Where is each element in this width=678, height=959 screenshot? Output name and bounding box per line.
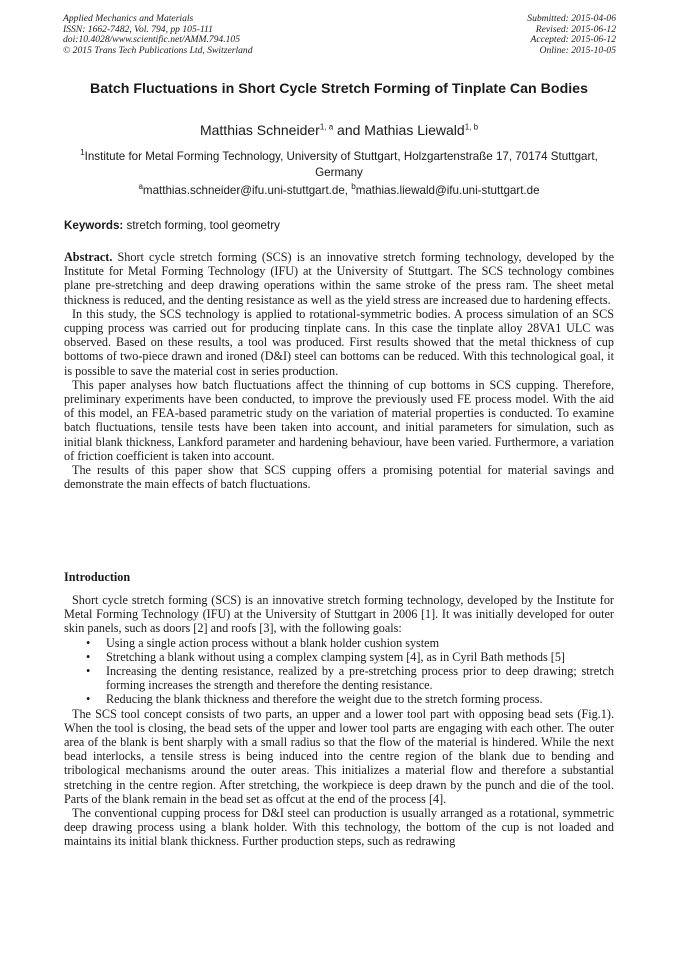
journal-doi[interactable]: doi:10.4028/www.scientific.net/AMM.794.105 [63,34,241,46]
revised-date: Revised: 2015-06-12 [535,23,616,35]
abstract-p1: Short cycle stretch forming (SCS) is an innovative stretch forming technology, developed by the Institute for Metal Forming Technology (IFU) at the University of Stuttgart. The SCS technology combines plane pre-stretching and deep drawing operations within the same stroke of the press ram. The sheet metal thickness is reduced, and the denting resistance as well as the yield stress are increased due to hardening effects. [64,250,614,307]
keywords-text: stretch forming, tool geometry [126,219,280,232]
author-emails [0,184,678,198]
keywords [64,219,280,233]
author-1-marker: 1, a [319,122,334,132]
email-a-marker: a [138,182,143,192]
list-item [64,636,614,650]
authors [0,122,678,139]
author-2-marker: 1, b [464,122,479,132]
list-item-text: Using a single action process without a blank holder cushion system [106,635,440,650]
paper-title: Batch Fluctuations in Short Cycle Stretch Forming of Tinplate Can Bodies [90,81,588,97]
list-item [64,664,614,692]
online-date: Online: 2015-10-05 [539,44,616,56]
bullet-icon: • [86,692,91,707]
list-item [64,650,614,664]
list-item-text: Increasing the denting resistance, realized by a pre-stretching process prior to deep drawing; stretch forming increases the strength and therefore the denting resistance. [106,664,614,693]
journal-copyright: © 2015 Trans Tech Publications Ltd, Switzerland [63,44,253,56]
accepted-date: Accepted: 2015-06-12 [530,34,616,46]
author-1: Matthias Schneider [199,122,320,138]
section-heading-introduction: Introduction [64,570,131,584]
list-item-text: Stretching a blank without using a complex clamping system [4], as in Cyril Bath methods [5] [106,649,565,664]
submitted-date: Submitted: 2015-04-06 [527,13,616,24]
author-2: Mathias Liewald [364,122,465,138]
list-item-text: Reducing the blank thickness and therefore the weight due to the stretch forming process. [106,692,543,707]
keywords-label: Keywords: [64,219,124,232]
email-b[interactable]: mathias.liewald@ifu.uni-stuttgart.de [355,184,540,197]
abstract-p2: In this study, the SCS technology is applied to rotational-symmetric bodies. A process simulation of an SCS cupping process was carried out for producing tinplate cans. In this case the tinplate alloy 28VA1 ULC was observed. Based on these results, a tool was produced. First results showed that the metal thickness of cup bottoms of two-piece drawn and ironed (D&I) steel can bottoms can be reduced. With this technological goal, it is possible to save the material cost in series production. [64,306,614,378]
bullet-icon: • [86,649,91,664]
abstract-label: Abstract. [64,250,113,264]
bullet-icon: • [86,635,91,650]
affiliation-marker: 1 [80,148,85,158]
affiliation-text: Institute for Metal Forming Technology, University of Stuttgart, Holzgartenstraße 17, 70174 Stuttgart, Germany [84,150,598,179]
email-a[interactable]: matthias.schneider@ifu.uni-stuttgart.de, [142,184,349,197]
intro-p2: The SCS tool concept consists of two parts, an upper and a lower tool part with opposing bead sets (Fig.1). When the tool is closing, the bead sets of the upper and lower tool parts are engaging with each other. The outer area of the blank is bent sharply with a small radius so that the flow of the material is hindered. While the next bead interlocks, a tensile stress is being induced into the centre region of the blank due to bending and tribological mechanisms around the outer areas. This initializes a material flow and therefore a substantial stretching in the centre region. After stretching, the workpiece is deep drawn by the punch and die of the tool. Parts of the blank remain in the bead set as offcut at the end of the process [4]. [64,706,614,806]
bullet-icon: • [86,664,91,679]
affiliation [75,149,603,180]
list-item [64,692,614,706]
journal-name: Applied Mechanics and Materials [63,13,194,24]
dates-header [527,14,616,56]
journal-header [63,14,253,56]
abstract-p4: The results of this paper show that SCS cupping offers a promising potential for material savings and demonstrate the main effects of batch fluctuations. [64,463,614,492]
abstract [64,250,614,491]
author-conjunction: and [337,122,361,138]
intro-p1: Short cycle stretch forming (SCS) is an innovative stretch forming technology, developed by the Institute for Metal Forming Technology (IFU) at the University of Stuttgart in 2006 [1]. It was initially developed for outer skin panels, such as doors [2] and roofs [3], with the following goals: [64,593,614,636]
abstract-paragraph [64,250,614,307]
abstract-p3: This paper analyses how batch fluctuations affect the thinning of cup bottoms in SCS cupping. Therefore, preliminary experiments have been conducted, to improve the previously used FE process model. With the aid of this model, an FEA-based parametric study on the variation of material properties is conducted. To examine batch fluctuations, tensile tests have been taken into account, and initial parameters for simulation, such as initial blank thickness, Lankford parameter and hardening behaviour, have been varied. Furthermore, a variation of friction coefficient is taken into account. [64,377,614,463]
journal-issn: ISSN: 1662-7482, Vol. 794, pp 105-111 [63,23,213,35]
introduction-body [64,593,614,849]
goals-list [64,636,614,707]
intro-p3: The conventional cupping process for D&I steel can production is usually arranged as a rotational, symmetric deep drawing process using a blank holder. With this technology, the bottom of the cup is not loaded and maintains its initial blank thickness. Further production steps, such as redrawing [64,806,614,849]
email-b-marker: b [351,182,356,192]
